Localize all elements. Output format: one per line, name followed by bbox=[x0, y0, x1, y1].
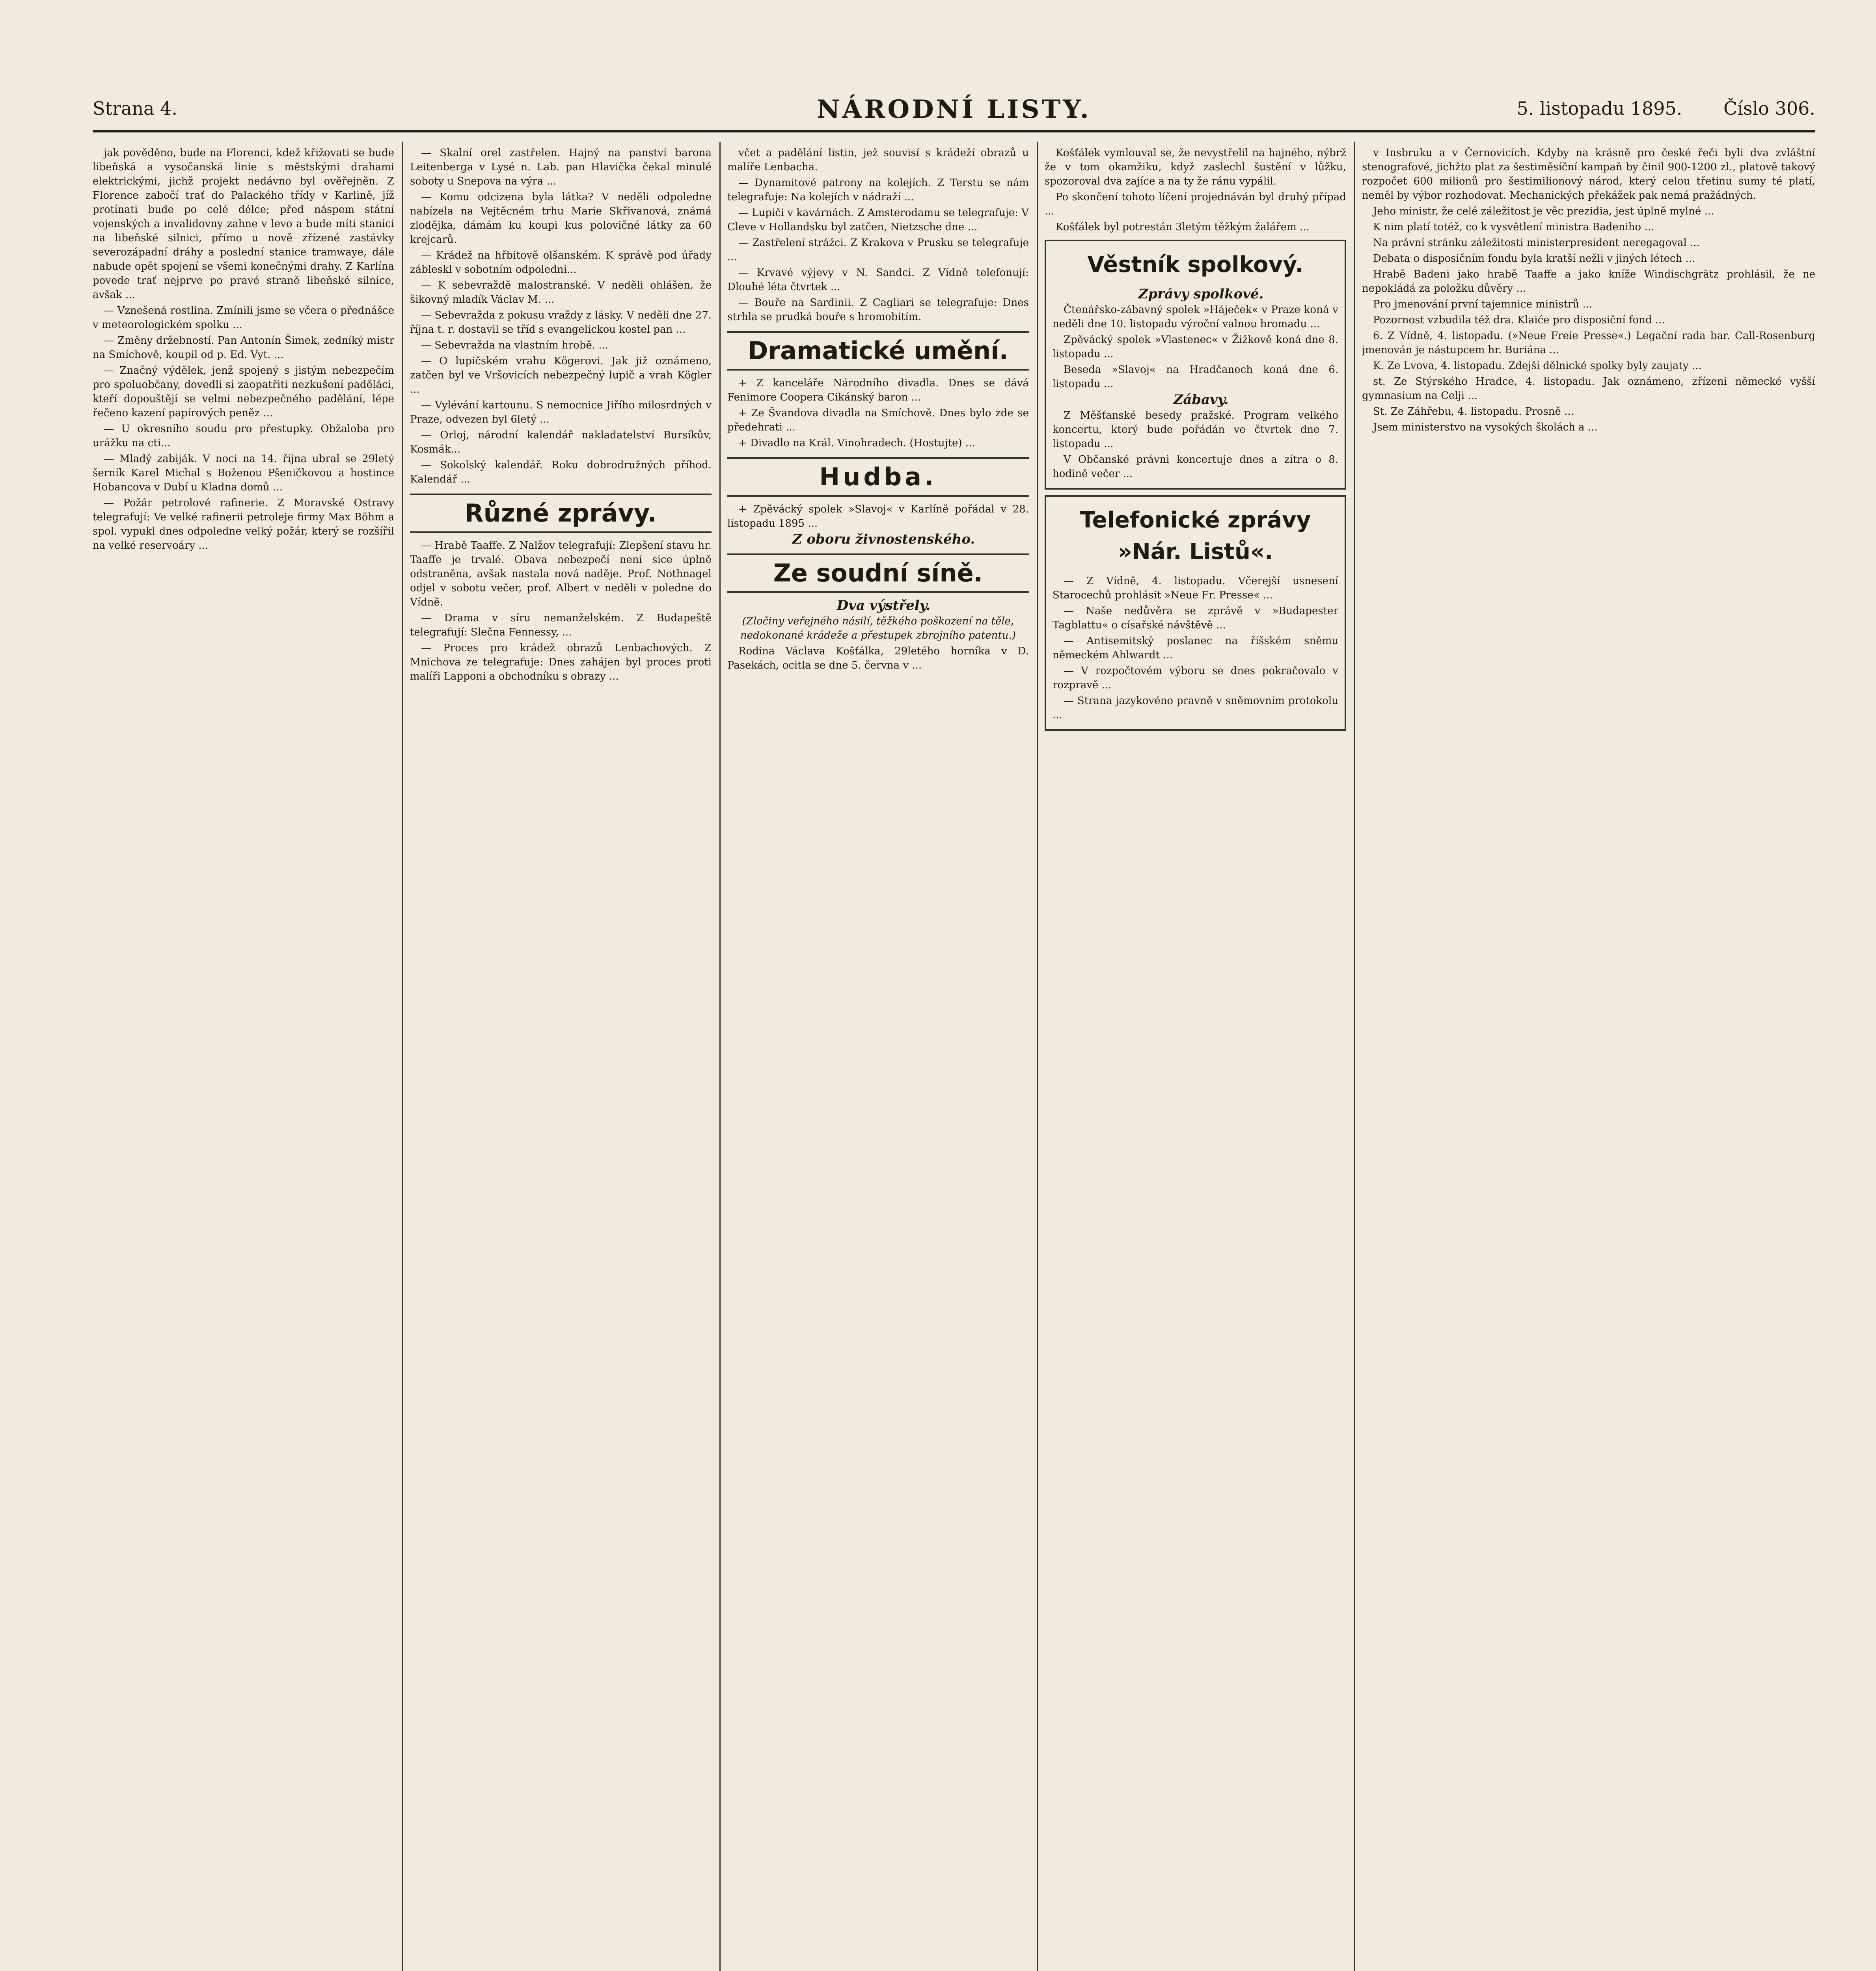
column-3 bbox=[727, 146, 1029, 1971]
article-paragraph: — Sebevražda na vlastním hrobě. ... bbox=[421, 339, 609, 351]
column-divider bbox=[1354, 142, 1355, 1971]
article-paragraph: v Insbruku a v Černovicích. Kdyby na krásně pro české řeči byli dva zvláštní stenografové, jichžto plat za šestiměsíční kampaň by činil 900-1200 zl., platově takový rozpočet 600 milionů pro šestimilionový národ, který celou třetinu sumy té platí, neměl by výbor rozhodovat. Mechanických překážek pak nemá pražádných. bbox=[1362, 147, 1815, 201]
article-paragraph: — Krvavé výjevy v N. Sandci. Z Vídně telefonují: Dlouhé léta čtvrtek ... bbox=[727, 267, 1029, 293]
article-paragraph: Hrabě Badeni jako hrabě Taaffe a jako kníže Windischgrätz prohlásil, že ne nepokládá za položku důvěry ... bbox=[1362, 268, 1815, 294]
section-heading-vestnik-spolkovy: Věstník spolkový. bbox=[1087, 252, 1304, 278]
article-paragraph: Po skončení tohoto líčení projednáván byl druhý případ ... bbox=[1045, 191, 1346, 217]
article-paragraph: 6. Z Vídně, 4. listopadu. (»Neue Freie Presse«.) Legační rada bar. Call-Rosenburg jmenován je nástupcem hr. Buriána ... bbox=[1362, 330, 1815, 356]
article-paragraph: Zpěvácký spolek »Vlastenec« v Žižkově koná dne 8. listopadu ... bbox=[1053, 334, 1338, 360]
spolkovy-box bbox=[1045, 240, 1346, 490]
article-paragraph: Jeho ministr, že celé záležitost je věc prezidia, jest úplně mylné ... bbox=[1373, 205, 1714, 217]
page-number: Strana 4. bbox=[93, 98, 177, 119]
section-heading-ze-soudni-sine: Ze soudní síně. bbox=[727, 553, 1029, 593]
article-paragraph: — Strana jazykovéno pravně v sněmovním protokolu ... bbox=[1053, 695, 1338, 721]
article-paragraph: Pro jmenování první tajemnice ministrů ... bbox=[1373, 298, 1593, 310]
column-5 bbox=[1362, 146, 1815, 1971]
section-heading-dramaticke-umeni: Dramatické umění. bbox=[727, 331, 1029, 371]
article-paragraph: Rodina Václava Košťálka, 29letého horníka v D. Pasekách, ocitla se dne 5. června v ... bbox=[727, 645, 1029, 671]
date-issue bbox=[1481, 98, 1815, 119]
article-paragraph: — Naše nedůvěra se zprávě v »Budapester Tagblattu« o císařské návštěvě ... bbox=[1053, 605, 1338, 631]
article-paragraph: — Krádež na hřbitově olšanském. K správě pod úřady zábleskl v sobotním odpoledni... bbox=[410, 250, 712, 276]
article-paragraph: — Bouře na Sardinii. Z Cagliari se telegrafuje: Dnes strhla se prudká bouře s hromobitím. bbox=[727, 297, 1029, 323]
section-heading-telefonicke-zpravy: Telefonické zprávy »Nár. Listů«. bbox=[1080, 507, 1311, 564]
telefonicke-box bbox=[1045, 495, 1346, 731]
article-paragraph: — Vylévání kartounu. S nemocnice Jiřího milosrdných v Praze, odvezen byl 6letý ... bbox=[410, 399, 712, 425]
section-subheading: Z oboru živnostenského. bbox=[792, 531, 975, 547]
section-subheading: Zábavy. bbox=[1173, 392, 1229, 408]
article-paragraph: — Proces pro krádež obrazů Lenbachových. Z Mnichova ze telegrafuje: Dnes zahájen byl proces proti malíři Lapponi a obchodníku s obrazy ... bbox=[410, 642, 712, 682]
article-paragraph: K nim platí totéž, co k vysvětlení ministra Badeniho ... bbox=[1373, 221, 1654, 233]
article-paragraph: — Drama v síru nemanželském. Z Budapeště telegrafují: Slečna Fennessy, ... bbox=[410, 612, 712, 638]
article-subheading: Dva výstřely. bbox=[836, 598, 931, 613]
article-paragraph: K. Ze Lvova, 4. listopadu. Zdejší dělnické spolky byly zaujaty ... bbox=[1373, 360, 1702, 372]
article-paragraph: + Ze Švandova divadla na Smíchově. Dnes bylo zde se předehrati ... bbox=[727, 407, 1029, 433]
column-2 bbox=[410, 146, 712, 1971]
article-paragraph: — O lupičském vrahu Kögerovi. Jak již oznámeno, zatčen byl ve Vršovicích nebezpečný lupič a vrah Kögler ... bbox=[410, 355, 712, 395]
section-heading-ruzne-zpravy: Různé zprávy. bbox=[410, 494, 712, 533]
article-paragraph: — Změny držebností. Pan Antonín Šimek, zedníký mistr na Smíchově, koupil od p. Ed. Vyt. ... bbox=[93, 335, 394, 361]
article-paragraph: V Občanské právni koncertuje dnes a zítra o 8. hodině večer ... bbox=[1053, 454, 1338, 480]
article-paragraph: Z Měšťanské besedy pražské. Program velkého koncertu, který bude pořádán ve čtvrtek dne 7. listopadu ... bbox=[1053, 410, 1338, 450]
article-paragraph: — Lupiči v kavárnách. Z Amsterodamu se telegrafuje: V Cleve v Hollandsku byl zatčen, Nietzsche dne ... bbox=[727, 207, 1029, 233]
article-paragraph: — Antisemitský poslanec na říšském sněmu německém Ahlwardt ... bbox=[1053, 635, 1338, 661]
article-note: (Zločiny veřejného násilí, těžkého poškození na těle, nedokonané krádeže a přestupek zbrojního patentu.) bbox=[740, 615, 1016, 641]
article-paragraph: + Zpěvácký spolek »Slavoj« v Karlíně pořádal v 28. listopadu 1895 ... bbox=[727, 503, 1029, 529]
article-paragraph: + Divadlo na Král. Vinohradech. (Hostujte) ... bbox=[738, 437, 975, 449]
article-paragraph: včet a padělání listin, jež souvisí s krádeží obrazů u malíře Lenbacha. bbox=[727, 147, 1029, 173]
article-paragraph: Košťálek vymlouval se, že nevystřelil na hajného, nýbrž že v tom okamžiku, když zaslechl šustění v lůžku, spozoroval dva zajíce a na ty že ránu vypálil. bbox=[1045, 147, 1346, 187]
article-paragraph: Debata o disposičním fondu byla kratší nežli v jiných létech ... bbox=[1373, 253, 1695, 265]
article-paragraph: Jsem ministerstvo na vysokých školách a ... bbox=[1373, 421, 1598, 433]
header-rule bbox=[93, 130, 1815, 132]
column-divider bbox=[719, 142, 721, 1971]
article-paragraph: St. Ze Záhřebu, 4. listopadu. Prosně ... bbox=[1373, 406, 1574, 417]
article-paragraph: Na právní stránku záležitosti ministerpresident neregagoval ... bbox=[1373, 237, 1700, 249]
column-4 bbox=[1045, 146, 1346, 1971]
article-paragraph: — U okresního soudu pro přestupky. Obžaloba pro urážku na cti... bbox=[93, 423, 394, 449]
column-divider bbox=[1037, 142, 1038, 1971]
article-paragraph: — Z Vídně, 4. listopadu. Včerejší usnesení Starocechů prohlásit »Neue Fr. Presse« ... bbox=[1053, 575, 1338, 601]
column-divider bbox=[402, 142, 403, 1971]
article-paragraph: — Mladý zabiják. V noci na 14. října ubral se 29letý šerník Karel Michal s Boženou Pšeničkovou a hostince Hobancova v Dubí u Kladna domů ... bbox=[93, 453, 394, 493]
section-subheading: Zprávy spolkové. bbox=[1138, 286, 1264, 302]
article-paragraph: — Požár petrolové rafinerie. Z Moravské Ostravy telegrafují: Ve velké rafinerii petroleje firmy Max Böhm a spol. vypukl dnes odpoledne velký požár, který se rozšířil na velké reservoáry ... bbox=[93, 497, 394, 551]
article-paragraph: jak pověděno, bude na Florenci, kdež křižovati se bude libeňská a vysočanská linie s městskými drahami elektrickými, jichž projekt nedávno byl ověřejněn. Z Florence zabočí trať do Palackého třídy v Karlině, jíž protínati bude po celé délce; před náspem státní vojenských a invalidovny zahne v levo a bude míti stanici na libeňské silnici, přímo u nově zřízené zastávky severozápadní dráhy a poslední stanice tramwaye, dále nabude opět spojení se všemi konečnými drahy. Z Karlína povede trať nejprve po pravé straně libeňské silnice, avšak ... bbox=[93, 147, 394, 301]
column-1 bbox=[93, 146, 394, 1971]
article-paragraph: Beseda »Slavoj« na Hradčanech koná dne 6. listopadu ... bbox=[1053, 364, 1338, 390]
article-paragraph: — Dynamitové patrony na kolejích. Z Terstu se nám telegrafuje: Na kolejích v nádraží ... bbox=[727, 177, 1029, 203]
article-paragraph: Košťálek byl potrestán 3letým těžkým žalářem ... bbox=[1056, 221, 1310, 233]
article-paragraph: — Komu odcizena byla látka? V neděli odpoledne nabízela na Vejtěcném trhu Marie Skřivanová, známá zlodějka, dámám ku koupi kus polovičné látky za 60 krejcarů. bbox=[410, 191, 712, 246]
article-paragraph: Pozornost vzbudila též dra. Klaiće pro disposiční fond ... bbox=[1373, 314, 1665, 326]
article-paragraph: + Z kanceláře Národního divadla. Dnes se dává Fenimore Coopera Cikánský baron ... bbox=[727, 377, 1029, 403]
article-paragraph: — Zastřelení strážci. Z Krakova v Prusku se telegrafuje ... bbox=[727, 237, 1029, 263]
article-paragraph: — K sebevraždě malostranské. V neděli ohlášen, že šikovný mladík Václav M. ... bbox=[410, 279, 712, 306]
masthead bbox=[93, 95, 1815, 126]
article-paragraph: — Značný výdělek, jenž spojený s jistým nebezpečím pro spoluobčany, dovedli si zaopatřiti nezkušení paděláci, kteří dopouštějí se velmi nebezpečného padělání, lépe řečeno kazení papírových peněz ... bbox=[93, 365, 394, 419]
article-paragraph: — V rozpočtovém výboru se dnes pokračovalo v rozpravě ... bbox=[1053, 665, 1338, 691]
article-paragraph: — Sokolský kalendář. Roku dobrodružných příhod. Kalendář ... bbox=[410, 459, 712, 485]
article-paragraph: — Sebevražda z pokusu vraždy z lásky. V neděli dne 27. října t. r. dostavil se tříd s evangelickou kostel pan ... bbox=[410, 309, 712, 335]
article-paragraph: — Orloj, národní kalendář nakladatelství Bursíkův, Kosmák... bbox=[410, 429, 712, 455]
newspaper-title: NÁRODNÍ LISTY. bbox=[817, 95, 1091, 124]
issue-date: 5. listopadu 1895. bbox=[1516, 98, 1682, 119]
article-paragraph: — Vznešená rostlina. Zmínili jsme se včera o přednášce v meteorologickém spolku ... bbox=[93, 305, 394, 331]
article-paragraph: — Hrabě Taaffe. Z Nalžov telegrafují: Zlepšení stavu hr. Taaffe je trvalé. Obava nebezpečí není sice úplně odstraněna, avšak nastala nová naděje. Prof. Nothnagel odjel v sobotu večer, prof. Albert v neděli v poledne do Vídně. bbox=[410, 540, 712, 608]
article-paragraph: — Skalní orel zastřelen. Hajný na panství barona Leitenberga v Lysé n. Lab. pan Hlavička čekal minulé soboty u Snepova na výra ... bbox=[410, 147, 712, 187]
article-paragraph: st. Ze Stýrského Hradce, 4. listopadu. Jak oznámeno, zřízeni německé vyšší gymnasium na Celji ... bbox=[1362, 376, 1815, 402]
article-paragraph: Čtenářsko-zábavný spolek »Háječek« v Praze koná v neděli dne 10. listopadu výroční valnou hromadu ... bbox=[1053, 304, 1338, 330]
section-heading-hudba: Hudba. bbox=[727, 457, 1029, 497]
issue-number: Číslo 306. bbox=[1723, 98, 1815, 119]
